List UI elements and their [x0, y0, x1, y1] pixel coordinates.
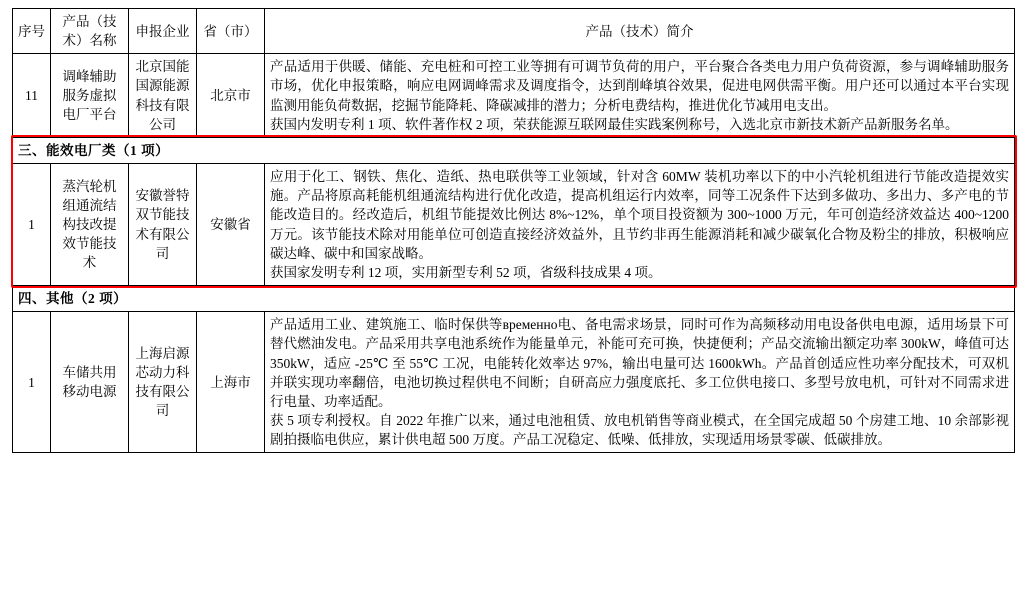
column-header-product: 产品（技术）名称: [51, 9, 129, 54]
table-header-row: [13, 9, 1015, 54]
column-header-seq: 序号: [13, 9, 51, 54]
description-paragraph: 获 5 项专利授权。自 2022 年推广以来，通过电池租赁、放电机销售等商业模式，在全国完成超 50 个房建工地、10 余部影视剧拍摄临电供应，累计供电超 500 万度。产品工况稳定、低噪、低排放，实现适用场景零碳、低碳排放。: [270, 412, 1009, 448]
section-heading-row: [13, 286, 1015, 312]
cell-product: 车储共用移动电源: [51, 312, 129, 453]
description-paragraph: 产品适用工业、建筑施工、临时保供等временно电、备电需求场景，同时可作为高频移动用电设备供电电源，适用场景下可替代燃油发电。产品采用共享电池系统作为能量单元，补能可充可换，快捷便利；产品交流输出额定功率 300kW，峰值可达 350kW，适应 -25℃ 至 55℃ 工况，电能转化效率达 97%，输出电量可达 1600kWh。产品首创适应性功率分配技术，可双机并联实现功率翻倍，电池切换过程供电不间断；自研高应力强度底托、多工位供电接口、多型号放电机，可针对不同需求进行电量、功率适配。: [270, 317, 1009, 409]
column-header-enterprise: 申报企业: [129, 9, 197, 54]
cell-description: [265, 164, 1015, 286]
section-title: 三、能效电厂类（1 项）: [13, 137, 1015, 163]
cell-seq: 1: [13, 312, 51, 453]
cell-seq: 1: [13, 164, 51, 286]
description-paragraph: 应用于化工、钢铁、焦化、造纸、热电联供等工业领域，针对含 60MW 装机功率以下的中小汽轮机组进行节能改造提效实施。产品将原高耗能机组通流结构进行优化改造，提高机组运行内效率，同等工况条件下达到多做功、多出力、多产电的节能改造目的。经改造后，机组节能提效比例达 8%~12%，单个项目投资额为 300~1000 万元，年可创造经济效益达 400~1200 万元。该节能技术除对用能单位可创造直接经济效益外，且节约非再生能源消耗和减少碳氧化合物及粉尘的排放，积极响应碳达峰、碳中和国家战略。: [270, 169, 1009, 261]
table-row: [13, 54, 1015, 138]
cell-description: [265, 312, 1015, 453]
cell-province: 北京市: [197, 54, 265, 138]
description-paragraph: 获国家发明专利 12 项，实用新型专利 52 项，省级科技成果 4 项。: [270, 264, 662, 280]
cell-product: 调峰辅助服务虚拟电厂平台: [51, 54, 129, 138]
section-title: 四、其他（2 项）: [13, 286, 1015, 312]
cell-product: 蒸汽轮机组通流结构技改提效节能技术: [51, 164, 129, 286]
section-heading-row: [13, 137, 1015, 163]
table-row: [13, 312, 1015, 453]
description-paragraph: 产品适用于供暖、储能、充电桩和可控工业等拥有可调节负荷的用户，平台聚合各类电力用户负荷资源，参与调峰辅助服务市场，优化申报策略，响应电网调峰需求及调度指令，达到削峰填谷效果，促进电网供需平衡。用户还可以通过本平台实现监测用能负荷数据，挖掘节能降耗、降碳减排的潜力；分析电费结构，推进优化节减用电支出。: [270, 59, 1009, 113]
cell-province: 安徽省: [197, 164, 265, 286]
cell-enterprise: 上海启源芯动力科技有限公司: [129, 312, 197, 453]
cell-enterprise: 安徽誉特双节能技术有限公司: [129, 164, 197, 286]
cell-seq: 11: [13, 54, 51, 138]
column-header-description: 产品（技术）简介: [265, 9, 1015, 54]
cell-description: [265, 54, 1015, 138]
table-row: [13, 164, 1015, 286]
cell-enterprise: 北京国能国源能源科技有限公司: [129, 54, 197, 138]
product-technology-table: [12, 8, 1015, 453]
description-paragraph: 获国内发明专利 1 项、软件著作权 2 项，荣获能源互联网最佳实践案例称号，入选北京市新技术新产品新服务名单。: [270, 116, 959, 132]
cell-province: 上海市: [197, 312, 265, 453]
column-header-province: 省（市）: [197, 9, 265, 54]
